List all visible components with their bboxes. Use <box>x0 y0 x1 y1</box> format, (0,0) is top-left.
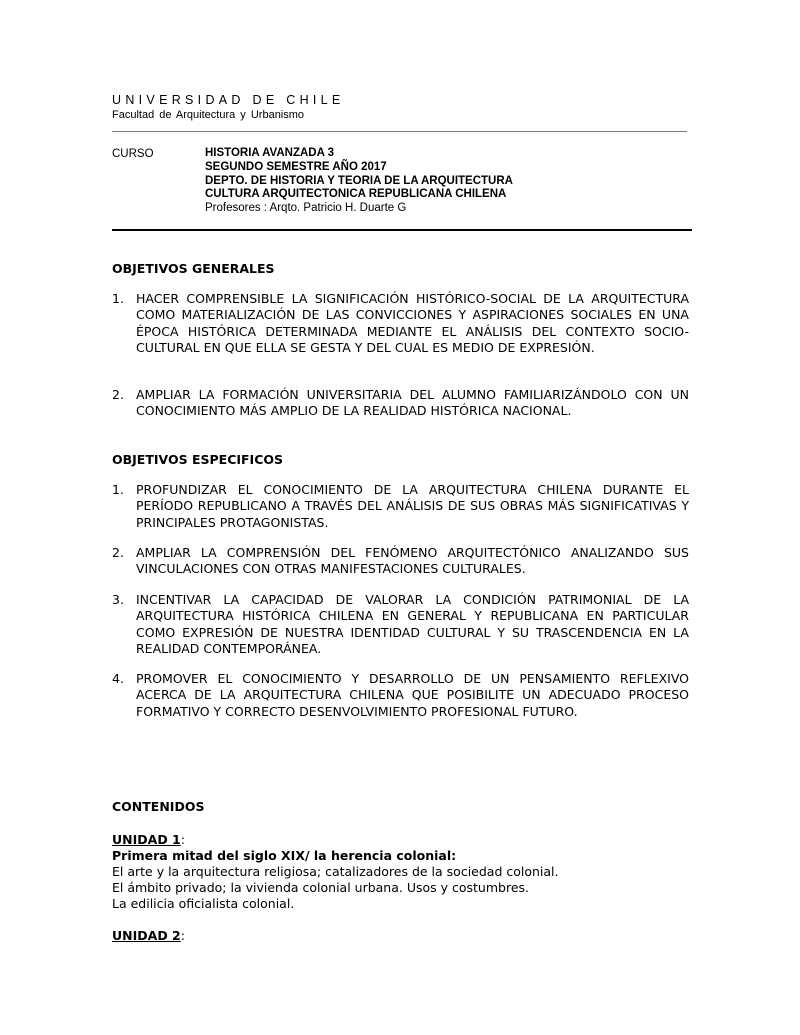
unit-1-line: El ámbito privado; la vivienda colonial urbana. Usos y costumbres. <box>112 880 530 895</box>
specific-objective-item <box>112 545 689 578</box>
general-objectives-heading: OBJETIVOS GENERALES <box>112 261 275 276</box>
specific-objective-item <box>112 482 689 531</box>
unit-1-label: UNIDAD 1 <box>112 832 181 847</box>
course-department: DEPTO. DE HISTORIA Y TEORIA DE LA ARQUITECTURA <box>205 174 513 187</box>
item-number: 2. <box>112 387 124 402</box>
item-text: AMPLIAR LA FORMACIÓN UNIVERSITARIA DEL ALUMNO FAMILIARIZÁNDOLO CON UN CONOCIMIENTO MÁS AMPLIO DE LA REALIDAD HISTÓRICA NACIONAL. <box>136 387 689 419</box>
unit-1-line: La edilicia oficialista colonial. <box>112 896 295 911</box>
course-label: CURSO <box>112 148 154 160</box>
item-number: 4. <box>112 671 124 686</box>
course-semester: SEGUNDO SEMESTRE AÑO 2017 <box>205 160 387 173</box>
unit-2-heading <box>112 928 185 943</box>
item-text: PROMOVER EL CONOCIMIENTO Y DESARROLLO DE UN PENSAMIENTO REFLEXIVO ACERCA DE LA ARQUITECTURA CHILENA QUE POSIBILITE UN ADECUADO PROCESO FORMATIVO Y CORRECTO DESENVOLVIMIENTO PROFESIONAL FUTURO. <box>136 671 689 719</box>
item-number: 1. <box>112 291 124 306</box>
header-divider <box>112 131 687 132</box>
item-number: 1. <box>112 482 124 497</box>
item-text: INCENTIVAR LA CAPACIDAD DE VALORAR LA CONDICIÓN PATRIMONIAL DE LA ARQUITECTURA HISTÓRICA CHILENA EN GENERAL Y REPUBLICANA EN PARTICULAR COMO EXPRESIÓN DE NUESTRA IDENTIDAD CULTURAL Y SU TRASCENDENCIA EN LA REALIDAD CONTEMPORÁNEA. <box>136 592 689 656</box>
specific-objectives-heading: OBJETIVOS ESPECIFICOS <box>112 452 284 467</box>
unit-1-line: El arte y la arquitectura religiosa; catalizadores de la sociedad colonial. <box>112 864 559 879</box>
course-name: HISTORIA AVANZADA 3 <box>205 147 335 159</box>
item-number: 2. <box>112 545 124 560</box>
specific-objective-item <box>112 592 689 657</box>
item-number: 3. <box>112 592 124 607</box>
unit-1-colon: : <box>180 832 185 847</box>
contents-heading: CONTENIDOS <box>112 799 205 814</box>
course-divider <box>112 229 692 231</box>
item-text: AMPLIAR LA COMPRENSIÓN DEL FENÓMENO ARQUITECTÓNICO ANALIZANDO SUS VINCULACIONES CON OTRAS MANIFESTACIONES CULTURALES. <box>136 545 689 577</box>
unit-2-label: UNIDAD 2 <box>112 928 181 943</box>
general-objective-item <box>112 291 689 356</box>
specific-objective-item <box>112 671 689 720</box>
general-objective-item <box>112 387 689 420</box>
item-text: PROFUNDIZAR EL CONOCIMIENTO DE LA ARQUITECTURA CHILENA DURANTE EL PERÍODO REPUBLICANO A TRAVÉS DEL ANÁLISIS DE SUS OBRAS MÁS SIGNIFICATIVAS Y PRINCIPALES PROTAGONISTAS. <box>136 482 689 530</box>
course-subject: CULTURA ARQUITECTONICA REPUBLICANA CHILENA <box>205 188 507 201</box>
unit-2-colon: : <box>180 928 185 943</box>
item-text: HACER COMPRENSIBLE LA SIGNIFICACIÓN HISTÓRICO-SOCIAL DE LA ARQUITECTURA COMO MATERIALIZACIÓN DE LAS CONVICCIONES Y ASPIRACIONES SOCIALES EN UNA ÉPOCA HISTÓRICA DETERMINADA MEDIANTE EL ANÁLISIS DEL CONTEXTO SOCIO-CULTURAL EN QUE ELLA SE GESTA Y DEL CUAL ES MEDIO DE EXPRESIÓN. <box>136 291 689 355</box>
course-professors: Profesores : Arqto. Patricio H. Duarte G <box>205 202 407 215</box>
course-details <box>205 147 513 216</box>
unit-1-heading <box>112 832 185 847</box>
unit-1-subtitle: Primera mitad del siglo XIX/ la herencia colonial: <box>112 848 457 863</box>
faculty-name: Facultad de Arquitectura y Urbanismo <box>112 109 305 121</box>
university-name: UNIVERSIDAD DE CHILE <box>112 93 345 107</box>
